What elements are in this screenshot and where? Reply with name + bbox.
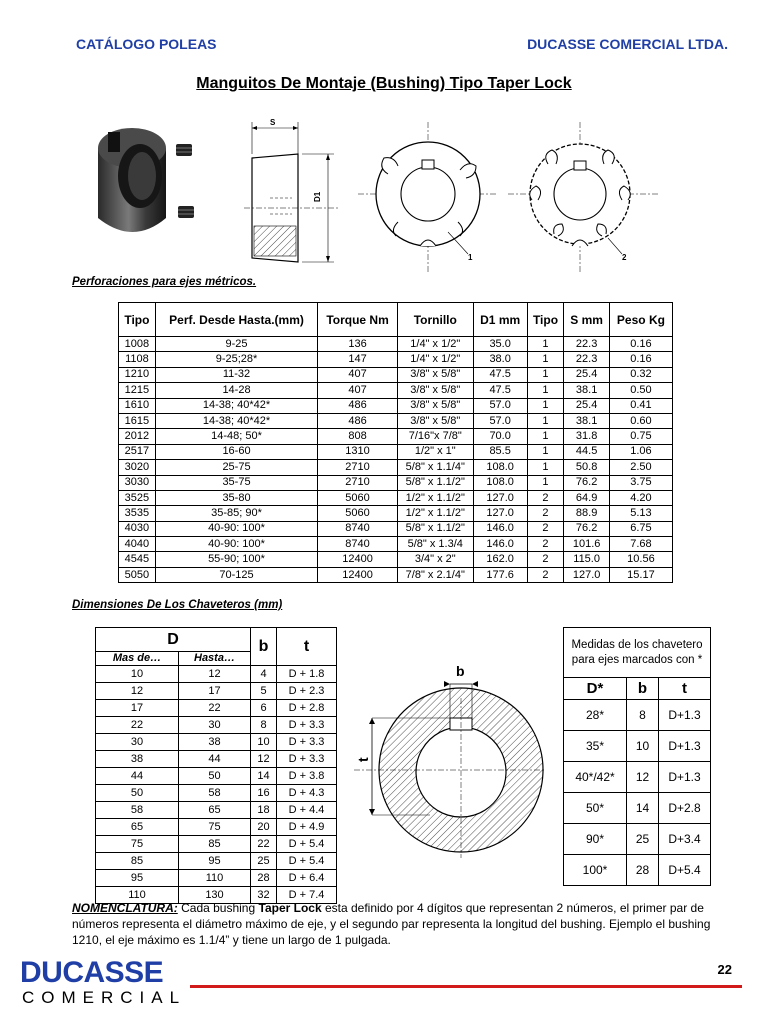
table-cell: 3525 (119, 490, 156, 505)
table-cell: 88.9 (564, 506, 609, 521)
keyway-table (95, 627, 337, 904)
label-t: t (355, 757, 371, 762)
col-from: Mas de… (96, 652, 179, 666)
table-cell: 1 (527, 367, 564, 382)
table-row (96, 819, 337, 836)
table-row (564, 731, 711, 762)
table-row (96, 700, 337, 717)
label-type-2: 2 (622, 253, 627, 262)
table-cell: 0.41 (609, 398, 672, 413)
table-row (119, 506, 673, 521)
page-title: Manguitos De Montaje (Bushing) Tipo Taper Lock (196, 75, 572, 92)
table-cell: 4.20 (609, 490, 672, 505)
table-cell: 14-28 (155, 383, 317, 398)
table-cell: 14-38; 40*42* (155, 398, 317, 413)
table-row (119, 521, 673, 536)
table-cell: 12400 (318, 567, 398, 582)
table-cell: 2517 (119, 444, 156, 459)
table-cell: 30 (178, 717, 250, 734)
table-cell: 15.17 (609, 567, 672, 582)
table-row (564, 793, 711, 824)
table-cell: 1/4" x 1/2" (397, 352, 473, 367)
bushing-header-cell: Perf. Desde Hasta.(mm) (155, 303, 317, 337)
table-cell: 1/2" x 1.1/2" (397, 490, 473, 505)
table-cell: 407 (318, 367, 398, 382)
ducasse-logo: DUCASSE (20, 956, 164, 989)
table-row (119, 475, 673, 490)
table-cell: 16 (251, 785, 277, 802)
table-cell: 1 (527, 444, 564, 459)
table-cell: 115.0 (564, 552, 609, 567)
table-cell: D + 6.4 (277, 870, 337, 887)
col-t-marked: t (659, 678, 711, 700)
table-cell: 6.75 (609, 521, 672, 536)
table-row (119, 429, 673, 444)
nomenclature-text-post: esta definido por 4 dígitos que representan 2 números, el primer par de números representa el diámetro máximo de eje, y el segundo par representa la longitud del bushing. Ejemplo el bushing 1210, el eje máximo es 1.1/4” y tiene un largo de 1 pulgada. (72, 901, 711, 948)
table-cell: 147 (318, 352, 398, 367)
table-cell: 1.06 (609, 444, 672, 459)
table-cell: 85 (178, 836, 250, 853)
table-cell: 5.13 (609, 506, 672, 521)
table-cell: 0.60 (609, 413, 672, 428)
table-cell: 1008 (119, 337, 156, 352)
table-cell: 22 (96, 717, 179, 734)
nomenclature-text-bold: Taper Lock (258, 901, 322, 915)
table-cell: 58 (178, 785, 250, 802)
table-row (96, 853, 337, 870)
table-cell: 76.2 (564, 475, 609, 490)
col-t: t (277, 628, 337, 666)
table-row (96, 717, 337, 734)
bushing-table-header (119, 303, 673, 337)
table-cell: 1 (527, 413, 564, 428)
table-cell: 1610 (119, 398, 156, 413)
bushing-header-cell: Tipo (527, 303, 564, 337)
table-cell: 28* (564, 700, 627, 731)
table-cell: D+5.4 (659, 855, 711, 886)
table-cell: 108.0 (473, 475, 527, 490)
table-cell: 32 (251, 887, 277, 904)
table-cell: 12 (251, 751, 277, 768)
table-cell: 9-25 (155, 337, 317, 352)
table-cell: D + 2.8 (277, 700, 337, 717)
table-cell: 22.3 (564, 352, 609, 367)
table-row (119, 490, 673, 505)
table-cell: D + 4.4 (277, 802, 337, 819)
table-cell: 0.16 (609, 337, 672, 352)
table-cell: 85.5 (473, 444, 527, 459)
table-cell: 8740 (318, 537, 398, 552)
bushing-table-body (119, 337, 673, 583)
table-cell: 70.0 (473, 429, 527, 444)
table-cell: 177.6 (473, 567, 527, 582)
table-cell: 44 (96, 768, 179, 785)
table-cell: 146.0 (473, 537, 527, 552)
table-cell: 1 (527, 383, 564, 398)
table-cell: 75 (178, 819, 250, 836)
page-number: 22 (717, 962, 732, 977)
table-cell: 1 (527, 460, 564, 475)
table-cell: 2012 (119, 429, 156, 444)
table-cell: 101.6 (564, 537, 609, 552)
table-cell: D + 3.3 (277, 717, 337, 734)
table-cell: 5/8" x 1.1/2" (397, 521, 473, 536)
table-cell: 11-32 (155, 367, 317, 382)
table-cell: 57.0 (473, 413, 527, 428)
table-cell: 35-75 (155, 475, 317, 490)
table-cell: 25.4 (564, 367, 609, 382)
table-cell: 3/8" x 5/8" (397, 398, 473, 413)
table-cell: 38.1 (564, 383, 609, 398)
table-cell: 0.50 (609, 383, 672, 398)
table-cell: D + 5.4 (277, 853, 337, 870)
table-cell: 5/8" x 1.1/4" (397, 460, 473, 475)
label-s: S (270, 118, 276, 127)
table-cell: 3/8" x 5/8" (397, 383, 473, 398)
table-cell: 110 (178, 870, 250, 887)
table-cell: 12 (178, 666, 250, 683)
table-cell: 808 (318, 429, 398, 444)
table-cell: 95 (96, 870, 179, 887)
table-cell: 38.1 (564, 413, 609, 428)
table-row (96, 683, 337, 700)
table-cell: 47.5 (473, 383, 527, 398)
table-cell: 10.56 (609, 552, 672, 567)
table-cell: 3.75 (609, 475, 672, 490)
table-cell: 3/8" x 5/8" (397, 413, 473, 428)
table-cell: 44 (178, 751, 250, 768)
table-cell: 7.68 (609, 537, 672, 552)
table-cell: 14-48; 50* (155, 429, 317, 444)
col-b-marked: b (627, 678, 659, 700)
table-cell: 40-90: 100* (155, 521, 317, 536)
table-cell: 1310 (318, 444, 398, 459)
table-cell: 50* (564, 793, 627, 824)
marked-table-note: Medidas de los chavetero para ejes marcados con * (564, 628, 711, 678)
table-row (96, 836, 337, 853)
table-row (119, 552, 673, 567)
table-row (564, 855, 711, 886)
table-cell: 12 (627, 762, 659, 793)
table-cell: 1210 (119, 367, 156, 382)
table-cell: 22 (251, 836, 277, 853)
table-cell: 6 (251, 700, 277, 717)
table-cell: 0.75 (609, 429, 672, 444)
table-cell: 44.5 (564, 444, 609, 459)
table-cell: 486 (318, 398, 398, 413)
table-row (119, 367, 673, 382)
table-cell: 5060 (318, 490, 398, 505)
table-cell: 1 (527, 398, 564, 413)
table-cell: 16-60 (155, 444, 317, 459)
front-view-type-2 (508, 122, 658, 272)
table-row (119, 352, 673, 367)
table-row (119, 398, 673, 413)
table-row (96, 870, 337, 887)
table-cell: 100* (564, 855, 627, 886)
table-cell: 2.50 (609, 460, 672, 475)
table-row (119, 460, 673, 475)
table-cell: 50.8 (564, 460, 609, 475)
table-cell: 1/2" x 1" (397, 444, 473, 459)
table-row (119, 537, 673, 552)
table-cell: 14-38; 40*42* (155, 413, 317, 428)
table-row (96, 734, 337, 751)
table-cell: 7/8" x 2.1/4" (397, 567, 473, 582)
table-cell: 35-85; 90* (155, 506, 317, 521)
table-cell: 10 (251, 734, 277, 751)
table-row (119, 413, 673, 428)
table-cell: 50 (96, 785, 179, 802)
bushing-table (118, 302, 673, 583)
table-cell: 1 (527, 352, 564, 367)
table-cell: 7/16"x 7/8" (397, 429, 473, 444)
table-cell: 9-25;28* (155, 352, 317, 367)
table-cell: 30 (96, 734, 179, 751)
footer-rule (190, 985, 742, 988)
table-cell: 8740 (318, 521, 398, 536)
table-cell: 130 (178, 887, 250, 904)
section-keyway-dimensions: Dimensiones De Los Chaveteros (mm) (72, 599, 283, 611)
table-cell: D+1.3 (659, 762, 711, 793)
table-cell: 8 (627, 700, 659, 731)
table-cell: 1 (527, 475, 564, 490)
bushing-header-cell: Torque Nm (318, 303, 398, 337)
table-cell: 1 (527, 337, 564, 352)
table-cell: D + 2.3 (277, 683, 337, 700)
table-cell: 8 (251, 717, 277, 734)
table-cell: 110 (96, 887, 179, 904)
table-cell: 70-125 (155, 567, 317, 582)
table-cell: 2 (527, 506, 564, 521)
label-d1: D1 (313, 191, 322, 202)
table-cell: D + 4.9 (277, 819, 337, 836)
bushing-side-drawing (240, 114, 350, 274)
table-cell: 1615 (119, 413, 156, 428)
table-cell: 1/4" x 1/2" (397, 337, 473, 352)
table-cell: 10 (96, 666, 179, 683)
table-cell: 55-90; 100* (155, 552, 317, 567)
table-cell: 47.5 (473, 367, 527, 382)
table-cell: 4545 (119, 552, 156, 567)
table-cell: 108.0 (473, 460, 527, 475)
table-cell: 40-90: 100* (155, 537, 317, 552)
table-cell: 31.8 (564, 429, 609, 444)
table-cell: 14 (251, 768, 277, 785)
table-cell: 5050 (119, 567, 156, 582)
table-cell: D + 3.3 (277, 751, 337, 768)
table-row (564, 700, 711, 731)
table-cell: D + 4.3 (277, 785, 337, 802)
table-cell: 25 (627, 824, 659, 855)
table-cell: 3030 (119, 475, 156, 490)
table-cell: 76.2 (564, 521, 609, 536)
table-cell: 65 (178, 802, 250, 819)
table-cell: 58 (96, 802, 179, 819)
table-cell: D+1.3 (659, 731, 711, 762)
table-cell: 38 (96, 751, 179, 768)
table-cell: 28 (251, 870, 277, 887)
table-cell: 407 (318, 383, 398, 398)
table-cell: 4040 (119, 537, 156, 552)
table-cell: 3020 (119, 460, 156, 475)
table-cell: D+3.4 (659, 824, 711, 855)
table-cell: 22 (178, 700, 250, 717)
table-cell: D + 7.4 (277, 887, 337, 904)
table-row (96, 768, 337, 785)
table-cell: D+2.8 (659, 793, 711, 824)
table-cell: 35.0 (473, 337, 527, 352)
keyway-ring-drawing (350, 658, 550, 888)
table-cell: 5/8" x 1.1/2" (397, 475, 473, 490)
table-cell: 17 (96, 700, 179, 717)
table-cell: 17 (178, 683, 250, 700)
table-cell: 162.0 (473, 552, 527, 567)
table-row (564, 824, 711, 855)
table-cell: 4 (251, 666, 277, 683)
label-type-1: 1 (468, 253, 473, 262)
col-b: b (251, 628, 277, 666)
table-cell: 57.0 (473, 398, 527, 413)
table-cell: D + 1.8 (277, 666, 337, 683)
table-cell: 22.3 (564, 337, 609, 352)
marked-keyway-table (563, 627, 711, 886)
table-cell: 136 (318, 337, 398, 352)
table-cell: 127.0 (473, 490, 527, 505)
table-cell: 3/8" x 5/8" (397, 367, 473, 382)
table-cell: 85 (96, 853, 179, 870)
table-cell: 65 (96, 819, 179, 836)
table-cell: 0.16 (609, 352, 672, 367)
table-cell: 1108 (119, 352, 156, 367)
table-cell: 20 (251, 819, 277, 836)
bushing-header-cell: S mm (564, 303, 609, 337)
section-metric-bores: Perforaciones para ejes métricos. (72, 276, 257, 288)
table-cell: 2710 (318, 460, 398, 475)
col-d-star: D* (564, 678, 627, 700)
table-cell: 38.0 (473, 352, 527, 367)
table-cell: 4030 (119, 521, 156, 536)
table-cell: 5/8" x 1.3/4 (397, 537, 473, 552)
table-cell: D + 3.3 (277, 734, 337, 751)
table-cell: 2 (527, 537, 564, 552)
table-cell: 38 (178, 734, 250, 751)
table-cell: 2 (527, 567, 564, 582)
nomenclature-label: NOMENCLATURA: (72, 901, 178, 915)
col-d: D (96, 628, 251, 652)
marked-table-body (564, 700, 711, 886)
bushing-header-cell: D1 mm (473, 303, 527, 337)
table-row (96, 666, 337, 683)
table-cell: 18 (251, 802, 277, 819)
table-row (96, 785, 337, 802)
table-row (119, 444, 673, 459)
table-cell: D+1.3 (659, 700, 711, 731)
table-cell: 1215 (119, 383, 156, 398)
bushing-photo (88, 118, 208, 248)
nomenclature-paragraph (72, 900, 722, 949)
bushing-header-cell: Tipo (119, 303, 156, 337)
table-cell: 486 (318, 413, 398, 428)
table-cell: 64.9 (564, 490, 609, 505)
table-cell: 127.0 (473, 506, 527, 521)
table-cell: 2 (527, 552, 564, 567)
table-cell: 3535 (119, 506, 156, 521)
table-cell: 28 (627, 855, 659, 886)
table-cell: 2 (527, 490, 564, 505)
table-cell: 1 (527, 429, 564, 444)
table-cell: D + 5.4 (277, 836, 337, 853)
table-cell: 10 (627, 731, 659, 762)
company-name: DUCASSE COMERCIAL LTDA. (527, 36, 728, 52)
front-view-type-1 (358, 122, 498, 272)
table-cell: 12 (96, 683, 179, 700)
table-cell: 75 (96, 836, 179, 853)
table-cell: 25 (251, 853, 277, 870)
keyway-table-body (96, 666, 337, 904)
table-cell: 146.0 (473, 521, 527, 536)
table-cell: 5 (251, 683, 277, 700)
table-cell: 14 (627, 793, 659, 824)
table-cell: 12400 (318, 552, 398, 567)
table-row (119, 337, 673, 352)
table-cell: D + 3.8 (277, 768, 337, 785)
table-cell: 127.0 (564, 567, 609, 582)
table-cell: 25-75 (155, 460, 317, 475)
nomenclature-text-pre: Cada bushing (177, 901, 259, 915)
col-to: Hasta… (178, 652, 250, 666)
table-cell: 90* (564, 824, 627, 855)
table-row (96, 751, 337, 768)
table-cell: 2710 (318, 475, 398, 490)
label-b: b (456, 663, 465, 679)
table-row (119, 383, 673, 398)
table-row (96, 802, 337, 819)
table-cell: 3/4" x 2" (397, 552, 473, 567)
table-cell: 2 (527, 521, 564, 536)
table-row (119, 567, 673, 582)
table-cell: 35-80 (155, 490, 317, 505)
bushing-header-cell: Tornillo (397, 303, 473, 337)
table-cell: 35* (564, 731, 627, 762)
table-cell: 0.32 (609, 367, 672, 382)
table-cell: 95 (178, 853, 250, 870)
table-row (564, 762, 711, 793)
table-cell: 50 (178, 768, 250, 785)
table-cell: 40*/42* (564, 762, 627, 793)
bushing-header-cell: Peso Kg (609, 303, 672, 337)
table-cell: 25.4 (564, 398, 609, 413)
table-cell: 1/2" x 1.1/2" (397, 506, 473, 521)
ducasse-logo-sub: COMERCIAL (22, 988, 187, 1007)
table-cell: 5060 (318, 506, 398, 521)
catalog-title: CATÁLOGO POLEAS (76, 36, 217, 52)
